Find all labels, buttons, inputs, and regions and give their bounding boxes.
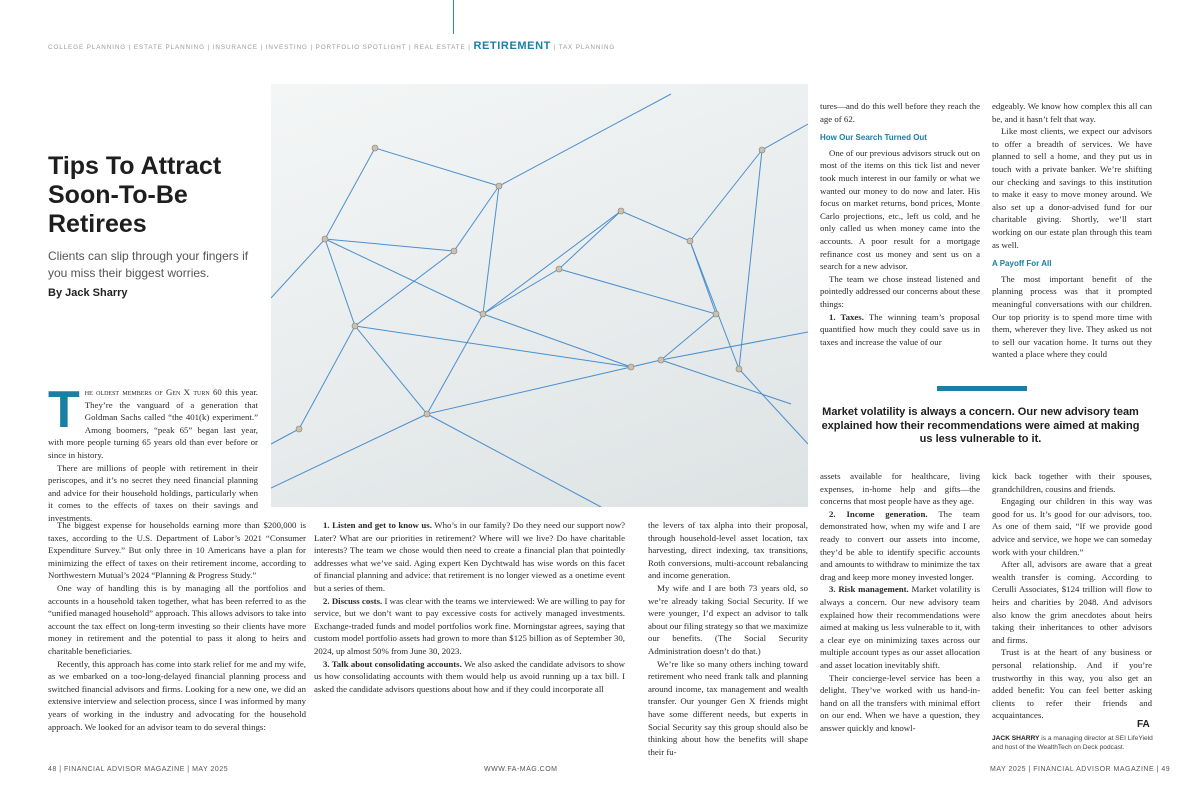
- paragraph: Who’s in our family? Do they need our support now? Later? What are our priorities in retirement? Where will we live? Do have charitable interests? The team we chose would then need to create a financial plan that pointedly addresses what we’ve said. Aging expert Ken Dychtwald has wise words on this facet of financial planning and advice: that retirement is no longer viewed as a onetime event but a series of them.: [314, 520, 625, 593]
- paragraph: Recently, this approach has come into stark relief for me and my wife, as we embarked on a too-long-delayed financial planning process and switched financial advisors and firms. Looking for a new one, we did an extensive interview and selection process, since I was informed by many years of working in the industry and advocating for the household approach. We looked for an advisor team to do several things:: [48, 658, 306, 732]
- section-nav: [48, 40, 748, 52]
- column-5-top: [992, 100, 1152, 361]
- column-5-bottom: [992, 470, 1152, 722]
- paragraph: kick back together with their spouses, grandchildren, cousins and friends.: [992, 471, 1152, 494]
- list-head: 3. Risk management.: [829, 584, 909, 595]
- paragraph: The most important benefit of the planning process was that it prompted meaningful conversations with our children. Our top priority is to spend more time with them, wherever they live. They asked us not to sell our vacation home. It turns out they wanted a place where they could: [992, 273, 1152, 360]
- paragraph: After all, advisors are aware that a great wealth transfer is coming. According to Cerulli Associates, $124 trillion will flow to heirs and charities by 2048. And advisors also know the grim anecdotes about heirs taking their inheritances to other advisors and firms.: [992, 559, 1152, 645]
- paragraph: assets available for healthcare, living expenses, in-home help and gifts—the concerns that most people have as they age.: [820, 471, 980, 507]
- paragraph: tures—and do this well before they reach the age of 62.: [820, 101, 980, 124]
- nav-sections-after[interactable]: | TAX PLANNING: [553, 44, 616, 51]
- pin-and-thread-photo: [271, 84, 808, 507]
- paragraph: We also asked the candidate advisors to show us how consolidating accounts with them would help us avoid running up a tax bill. I asked the candidate advisors questions about how and if they could incorporate all: [314, 658, 625, 694]
- article-dek: Clients can slip through your fingers if you miss their biggest worries.: [48, 249, 249, 280]
- article-title: Tips To Attract Soon-To-Be Retirees: [48, 152, 222, 238]
- paragraph: The team demonstrated how, when my wife and I are ready to convert our assets into income, they’d be able to identify specific accounts and amounts to withdraw to minimize the tax drag and keep more money invested longer.: [820, 508, 980, 582]
- paragraph: My wife and I are both 73 years old, so we’re already taking Social Security. If we were younger, I’d expect an advisor to talk about our filing strategy so that we maximize our benefits. (The Social Security Administration doesn’t do that.): [648, 582, 808, 656]
- list-head: 2. Income generation.: [829, 508, 928, 519]
- end-mark-logo: FA: [1137, 719, 1150, 730]
- paragraph: One way of handling this is by managing all the portfolios and accounts in a household taken together, what has been referred to as the “unified managed household” approach. This allows advisors to take into account the tax effect on long-term investing so their clients have more money in retirement and the potential to pass it along to heirs and charitable beneficiaries.: [48, 582, 306, 656]
- column-1-bottom: [48, 519, 306, 733]
- paragraph: There are millions of people with retirement in their periscopes, and it’s no secret they need financial planning and advice for their household holdings, particularly when it comes to the effects of taxes on their savings and investments.: [48, 462, 258, 523]
- paragraph: One of our previous advisors struck out on most of the items on this tick list and never took much interest in our family or what we wanted our money to do now and later. His focus on market returns, bond prices, Monte Carlo projections, etc., left us cold, and he only called us when money came into the accounts. A poor result for a mortgage refinance cost us money and sent us on a search for a new advisor.: [820, 147, 980, 272]
- column-3: [648, 519, 808, 758]
- network-graphic: [271, 84, 808, 507]
- paragraph: The team we chose instead listened and pointedly addressed our concerns about these things:: [820, 273, 980, 309]
- paragraph: this year. They’re the vanguard of a generation that Goldman Sachs called “the 401(k) experiment.” Among boomers, “peak 65” began last year, with more people turning 65 years old than ever before or since in history.: [48, 387, 258, 460]
- paragraph: Like most clients, we expect our advisors to offer a breadth of services. We have planned to sell a home, and they put us in touch with a private banker. We’re shifting our checking and savings to this institution to make it easy to move money around. We also set up a donor-advised fund for our charitable giving. Shortly, we’ll start working on our estate plan through this team as well.: [992, 126, 1152, 250]
- folio-left: 48 | FINANCIAL ADVISOR MAGAZINE | MAY 2025: [48, 766, 229, 773]
- paragraph: the levers of tax alpha into their proposal, through household-level asset location, tax harvesting, direct indexing, tax transitions, Roth conversions, multi-account rebalancing and income generation.: [648, 520, 808, 581]
- bio-text: is a managing director at SEI LifeYield and host of the WealthTech on Deck podcast.: [992, 735, 1153, 751]
- paragraph: The winning team’s proposal quantified how much they could save us in taxes and increase the value of our: [820, 311, 980, 347]
- lead-in: he oldest members of Gen X turn 60: [84, 387, 222, 397]
- paragraph: We’re like so many others inching toward retirement who need frank talk and planning around income, tax management and wealth transfer. Our younger Gen X friends might have some different needs, but experts in Social Security say this group should also be thinking about how the benefits will shape their fu-: [648, 658, 808, 757]
- folio-url[interactable]: WWW.FA-MAG.COM: [484, 766, 558, 773]
- paragraph: I was clear with the teams we interviewed: We are willing to pay for service, but we don’t want to pay excessive costs for actively managed investments. Exchange-traded funds and model portfolios work fine. Morningstar agrees, saying that custom model portfolio assets had grown to more than $125 billion as of September 30, 2024, up almost 50% from June 30, 2023.: [314, 595, 626, 656]
- author-bio: [992, 734, 1157, 752]
- paragraph: Trust is at the heart of any business or personal relationship. And if you’re trustworthy in this way, you also get an added benefit: You can feel better asking clients to refer their friends and acquaintances.: [992, 647, 1152, 721]
- paragraph: edgeably. We know how complex this all can be, and it hasn’t felt that way.: [992, 101, 1152, 124]
- folio-right: MAY 2025 | FINANCIAL ADVISOR MAGAZINE | 49: [990, 766, 1171, 773]
- column-2: [314, 519, 625, 695]
- paragraph: Their concierge-level service has been a delight. They’ve worked with us hand-in-hand on all the transfers with minimal effort on our end. When we have a question, they answer quickly and knowl-: [820, 672, 980, 733]
- nav-sections-before[interactable]: COLLEGE PLANNING | ESTATE PLANNING | INSURANCE | INVESTING | PORTFOLIO SPOTLIGHT | REAL ESTATE |: [48, 44, 471, 51]
- column-4-top: [820, 100, 980, 348]
- top-rule: [453, 0, 454, 34]
- pullquote-bar: [937, 386, 1027, 391]
- bio-name: JACK SHARRY: [992, 735, 1040, 742]
- pullquote: Market volatility is always a concern. Our new advisory team explained how their recommendations were aimed at making us less vulnerable to it.: [821, 406, 1140, 445]
- byline: By Jack Sharry: [48, 287, 128, 299]
- drop-cap: T: [48, 381, 80, 439]
- list-head: 1. Listen and get to know us.: [323, 520, 432, 530]
- nav-active-section[interactable]: RETIREMENT: [473, 40, 551, 52]
- paragraph: Engaging our children in this way was good for us. It’s good for our advisors, too. As one of them said, “If we provide good advice and service, we hope we can someday work with your children.”: [992, 496, 1152, 557]
- list-head: 3. Talk about consolidating accounts.: [323, 658, 462, 669]
- column-4-bottom: [820, 470, 980, 734]
- list-head: 2. Discuss costs.: [323, 595, 383, 606]
- subhead: A Payoff For All: [992, 259, 1052, 269]
- subhead: How Our Search Turned Out: [820, 133, 927, 143]
- column-1-top: [48, 381, 258, 525]
- paragraph: The biggest expense for households earning more than $200,000 is taxes, according to the U.S. Department of Labor’s 2021 “Consumer Expenditure Survey.” But only three in 10 Americans have a plan for minimizing the effect of taxes on their retirement income, according to Northwestern Mutual’s 2024 “Planning & Progress Study.”: [48, 520, 306, 581]
- list-head: 1. Taxes.: [829, 311, 864, 322]
- paragraph: Market volatility is always a concern. Our new advisory team explained how their recommendations were aimed at making us less vulnerable to it, with a clear eye on minimizing taxes across our multiple account types as our asset allocation and asset location inevitably shift.: [820, 584, 981, 670]
